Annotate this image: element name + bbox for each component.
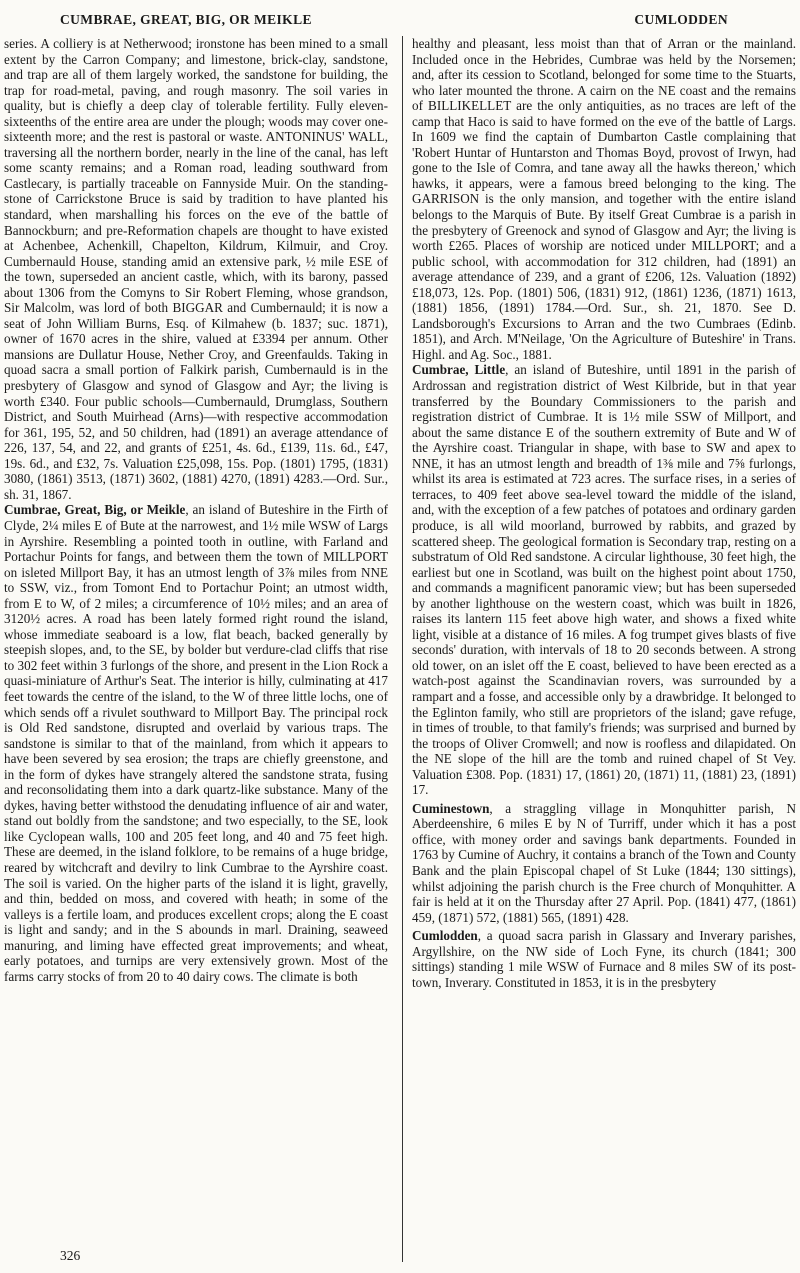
entry-cumlodden — [412, 928, 796, 990]
left-column — [4, 36, 388, 984]
entry-text: , an island of Buteshire in the Firth of Clyde, 2¼ miles E of Bute at the narrowest, and 1½ mile WSW of Largs in Ayrshire. Resembling a pointed tooth in outline, with Farland and Portachur Points for fangs, and between them the town of MILLPORT on isleted Millport Bay, it has an utmost length of 3⅞ miles from NNE to SSW, viz., from Tomont End to Portachur Point; an utmost width, from E to W, of 2 miles; a circumference of 10½ miles; and an area of 3120½ acres. A road has been lately formed right round the island, whose immediate seaboard is a low, flat beach, backed generally by steepish slopes, and, to the SE, by bolder but verdure-clad cliffs that rise to 302 feet within 3 furlongs of the shore, and present in the Lion Rock a quasi-miniature of Arthur's Seat. The interior is hilly, culminating at 417 feet towards the centre of the island, to the W of three little lochs, one of which sends off a rivulet southward to Millport Bay. The principal rock is Old Red sandstone, disrupted and overlaid by various traps. The sandstone is similar to that of the mainland, from which it appears to have been severed by sea erosion; the traps are chiefly greenstone, and in the form of dykes have strangely altered the sandstone strata, fusing and reconsolidating them into a dark quartz-like substance. Many of the dykes, having better withstood the denudating influence of air and water, stand out boldly from the sandstone; and two especially, to the SE, look like Cyclopean walls, 100 and 205 feet long, and 40 and 75 feet high. These are deemed, in the island folklore, to be remains of a huge bridge, reared by witchcraft and devilry to link Cumbrae to the Ayrshire coast. The soil is varied. On the higher parts of the island it is light, gravelly, and thin, bedded on moss, and covered with heath; in some of the valleys is a fertile loam, and produces excellent crops; along the E coast is light and sandy; and in the S abounds in marl. Draining, seaweed manuring, and liming have effected great improvements; and wheat, early potatoes, and turnips are very extensively grown. Most of the farms carry stocks of from 20 to 40 dairy cows. The climate is both — [4, 502, 388, 984]
entry-cumbrae-great — [4, 502, 388, 984]
running-header-left: CUMBRAE, GREAT, BIG, OR MEIKLE — [60, 12, 312, 27]
right-column — [412, 36, 796, 990]
entry-cuminestown — [412, 801, 796, 925]
entry-text: , a straggling village in Monquhitter parish, N Aberdeenshire, 6 miles E by N of Turriff, under which it has a post office, with money order and savings bank departments. Founded in 1763 by Cumine of Auchry, it contains a branch of the Town and County Bank and the plain Episcopal chapel of St Luke (1844; 130 sittings), whilst adjoining the parish church is the Free church of Monquhitter. A fair is held at it on the Thursday after 27 April. Pop. (1841) 477, (1861) 459, (1871) 572, (1881) 565, (1891) 428. — [412, 800, 796, 925]
entry-text: , an island of Buteshire, until 1891 in the parish of Ardrossan and registration district of West Kilbride, but in that year transferred by the Boundary Commissioners to the parish and registration district of Cumbrae. It is 1½ mile SSW of Millport, and about the same distance E of the southern extremity of Bute and W of the Ayrshire coast. Triangular in shape, with base to SW and apex to NNE, it has an utmost length and breadth of 1⅜ mile and 7⅝ furlongs, whilst its area is estimated at 723 acres. The surface rises, in a series of terraces, to 409 feet above sea-level toward the middle of the island, and, with the exception of a few patches of potatoes and ordinary garden produce, is all wild moorland, burrowed by rabbits, and grazed by scattered sheep. The geological formation is Secondary trap, resting on a substratum of Old Red sandstone. A circular lighthouse, 30 feet high, the earliest but one in Scotland, was built on the highest point about 1750, and commands a magnificent panoramic view; but has been superseded by another lighthouse on the western coast, which was built in 1826, raises its lantern 115 feet above high water, and shows a fixed white light, visible at a distance of 16 miles. A fog trumpet gives blasts of five seconds' duration, with intervals of 18 to 20 seconds between. A strong old tower, on an islet off the E coast, believed to have been erected as a watch-post against the Scandinavian rovers, was surrounded by a rampart and a fosse, and accessible only by a drawbridge. It belonged to the Eglinton family, who still are proprietors of the island; gave refuge, in times of trouble, to that family's friends; was surprised and burned by the troops of Oliver Cromwell; and now is roofless and dilapidated. On the NE slope of the hill are the tomb and ruined chapel of St Vey. Valuation £308. Pop. (1831) 17, (1861) 20, (1871) 11, (1881) 23, (1891) 17. — [412, 362, 796, 798]
entry-heading: Cuminestown — [412, 800, 490, 816]
entry-text: , a quoad sacra parish in Glassary and Inverary parishes, Argyllshire, on the NW side of Loch Fyne, its church (1841; 300 sittings) standing 1 mile WSW of Furnace and 8 miles SW of its post-town, Inverary. Constituted in 1853, it is in the presbytery — [412, 928, 796, 990]
entry-heading: Cumbrae, Little — [412, 362, 506, 378]
running-header-right: CUMLODDEN — [634, 12, 728, 27]
right-continuation-text: healthy and pleasant, less moist than that of Arran or the mainland. Included once in the Hebrides, Cumbrae was held by the Norsemen; and, after its cession to Scotland, belonged for some time to the Stuarts, who later mounted the throne. A cairn on the NE coast and the remains of BILLIKELLET are the only antiquities, as no traces are left of the camp that Haco is said to have formed on the eve of the battle of Largs. In 1609 we find the captain of Dumbarton Castle complaining that 'Robert Huntar of Huntarston and Thomas Boyd, provost of Irwyn, had gone to the Isle of Comra, and tane away all the hawks thereon,' which hawks, it appears, were a famous breed belonging to the king. The GARRISON is the only mansion, and together with the entire island belongs to the Marquis of Bute. By itself Great Cumbrae is a parish in the presbytery of Greenock and synod of Glasgow and Ayr; the living is worth £265. Places of worship are noticed under MILLPORT; and a public school, with accommodation for 312 children, had (1891) an average attendance of 239, and a grant of £206, 12s. Valuation (1892) £18,073, 12s. Pop. (1801) 506, (1831) 912, (1861) 1236, (1871) 1613, (1881) 1856, (1891) 1784.—Ord. Sur., sh. 21, 1870. See D. Landsborough's Excursions to Arran and the two Cumbraes (Edinb. 1851), and Arch. M'Neilage, 'On the Agriculture of Buteshire' in Trans. Highl. and Ag. Soc., 1881. — [412, 36, 796, 362]
entry-heading: Cumbrae, Great, Big, or Meikle — [4, 502, 186, 518]
page-number: 326 — [60, 1248, 81, 1263]
entry-heading: Cumlodden — [412, 928, 478, 944]
column-divider — [402, 36, 403, 1262]
entry-cumbrae-little — [412, 362, 796, 797]
left-continuation-text: series. A colliery is at Netherwood; ironstone has been mined to a small extent by the Carron Company; and limestone, brick-clay, sandstone, and trap are all of them largely worked, the sandstone for building, the trap for road-metal, paving, and rough masonry. The soil varies in quality, but is chiefly a deep clay of tolerable fertility. Fully eleven-sixteenths of the entire area are under the plough; woods may cover one-sixteenth more; and the rest is pastoral or waste. ANTONINUS' WALL, traversing all the northern border, nearly in the line of the canal, has left some scanty remains; and a Roman road, leading southward from Castlecary, is partially traceable on Fannyside Muir. On the standing-stone of Carrickstone Bruce is said by tradition to have planted his standard, when marshalling his forces on the eve of the battle of Bannockburn; and pre-Reformation chapels are thought to have existed at Achenbee, Achenkill, Chapelton, Kildrum, Kilmuir, and Croy. Cumbernauld House, standing amid an extensive park, ½ mile ESE of the town, superseded an ancient castle, which, with its barony, passed about 1306 from the Comyns to Sir Robert Fleming, whose grandson, Sir Malcolm, was lord of both BIGGAR and Cumbernauld; it is now a seat of John William Burns, Esq. of Kilmahew (b. 1837; suc. 1871), owner of 1670 acres in the shire, valued at £3394 per annum. Other mansions are Dullatur House, Nether Croy, and Greenfaulds. Taking in quoad sacra a small portion of Falkirk parish, Cumbernauld is in the presbytery of Glasgow and synod of Glasgow and Ayr; the living is worth £340. Four public schools—Cumbernauld, Drumglass, Southern District, and South Muirhead (Arns)—with respective accommodation for 361, 195, 52, and 50 children, had (1891) an average attendance of 226, 137, 54, and 22, and grants of £251, 4s. 6d., £139, 11s. 6d., £47, 19s. 6d., and £32, 7s. Valuation £25,098, 15s. Pop. (1801) 1795, (1831) 3080, (1861) 3513, (1871) 3602, (1881) 4270, (1891) 4283.—Ord. Sur., sh. 31, 1867. — [4, 36, 388, 502]
